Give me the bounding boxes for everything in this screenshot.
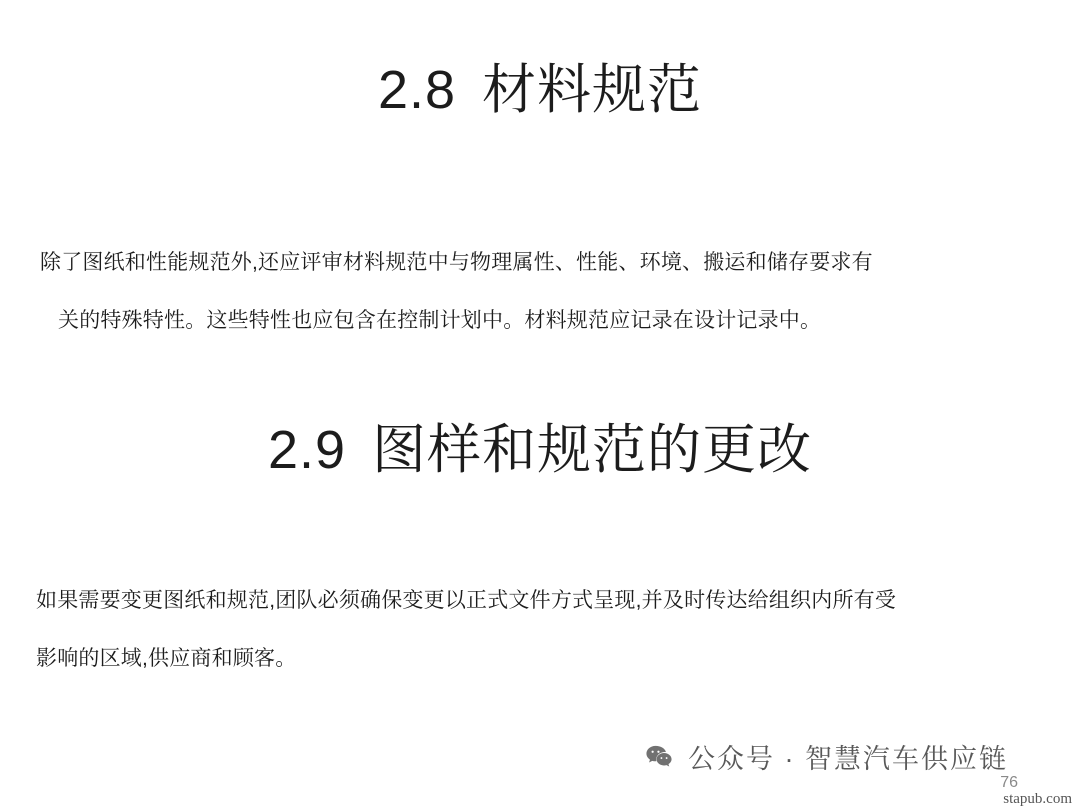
paragraph-2-9-line-1: 如果需要变更图纸和规范,团队必须确保变更以正式文件方式呈现,并及时传达给组织内所有受 <box>36 589 897 612</box>
section-title-2-9 <box>0 418 1080 482</box>
section-number-2-8: 2.8 <box>377 60 457 120</box>
paragraph-2-9-line-2: 影响的区域,供应商和顾客。 <box>36 647 297 670</box>
section-number-2-9: 2.9 <box>267 420 347 480</box>
section-title-2-8 <box>0 58 1080 122</box>
paragraph-2-8-line-2: 关的特殊特性。这些特性也应包含在控制计划中。材料规范应记录在设计记录中。 <box>58 309 822 332</box>
paragraph-2-9 <box>36 572 1046 688</box>
page-number: 76 <box>1000 774 1018 791</box>
site-tag: stapub.com <box>1003 791 1072 807</box>
section-heading-text-2-8: 材料规范 <box>482 60 703 120</box>
paragraph-2-8-line-1: 除了图纸和性能规范外,还应评审材料规范中与物理属性、性能、环境、搬运和储存要求有 <box>40 251 873 274</box>
section-heading-text-2-9: 图样和规范的更改 <box>372 420 813 480</box>
paragraph-2-8 <box>40 234 1040 350</box>
wechat-icon <box>644 742 674 772</box>
watermark <box>644 737 1008 776</box>
watermark-text: 公众号 · 智慧汽车供应链 <box>688 744 1008 774</box>
